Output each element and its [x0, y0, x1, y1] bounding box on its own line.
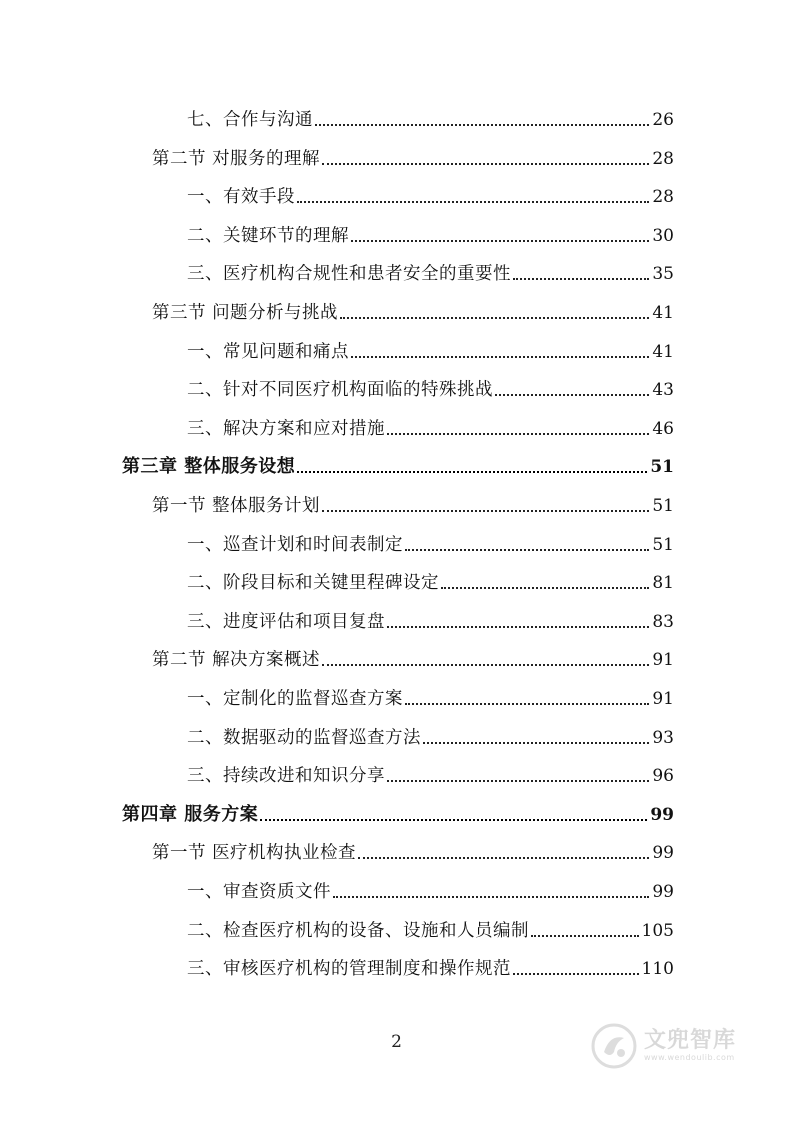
toc-entry-title: 第二节 对服务的理解	[152, 148, 321, 169]
toc-entry-page: 93	[652, 727, 674, 748]
toc-dot-leader	[387, 780, 649, 782]
toc-entry-page: 110	[641, 959, 674, 980]
toc-entry-page: 83	[652, 611, 674, 632]
toc-entry-item[interactable]	[187, 564, 674, 594]
toc-entry-section[interactable]	[152, 834, 674, 864]
toc-entry-page: 41	[652, 303, 674, 323]
toc-dot-leader	[387, 433, 649, 435]
toc-entry-item[interactable]	[187, 526, 674, 556]
toc-entry-title: 第一节 医疗机构执业检查	[152, 843, 357, 864]
toc-entry-title: 二、数据驱动的监督巡查方法	[187, 727, 421, 748]
toc-entry-item[interactable]	[187, 333, 674, 363]
watermark-text	[644, 1029, 736, 1063]
toc-entry-item[interactable]	[187, 410, 674, 440]
toc-entry-page: 26	[652, 110, 674, 130]
toc-entry-page: 51	[652, 496, 674, 516]
watermark-url: www.wendoulib.com	[644, 1053, 735, 1062]
toc-entry-page: 28	[652, 148, 674, 169]
toc-entry-page: 81	[652, 573, 674, 594]
toc-entry-title: 一、定制化的监督巡查方案	[187, 689, 403, 709]
toc-dot-leader	[513, 973, 639, 975]
toc-entry-title: 三、持续改进和知识分享	[187, 766, 385, 787]
toc-entry-title: 二、针对不同医疗机构面临的特殊挑战	[187, 380, 493, 401]
toc-dot-leader	[423, 742, 649, 744]
toc-dot-leader	[387, 626, 649, 628]
toc-entry-chapter[interactable]	[122, 796, 674, 826]
toc-entry-title: 一、巡查计划和时间表制定	[187, 534, 403, 555]
toc-entry-item[interactable]	[187, 101, 674, 131]
toc-entry-item[interactable]	[187, 680, 674, 710]
toc-entry-title: 一、有效手段	[187, 187, 295, 208]
toc-entry-page: 30	[652, 225, 674, 246]
toc-entry-page: 96	[652, 766, 674, 787]
toc-entry-title: 第二节 解决方案概述	[152, 650, 321, 671]
toc-entry-item[interactable]	[187, 912, 674, 942]
toc-entry-title: 二、检查医疗机构的设备、设施和人员编制	[187, 920, 529, 941]
toc-entry-title: 三、解决方案和应对措施	[187, 418, 385, 439]
toc-entry-title: 三、医疗机构合规性和患者安全的重要性	[187, 264, 511, 285]
toc-entry-item[interactable]	[187, 603, 674, 633]
toc-entry-page: 91	[652, 650, 674, 671]
toc-dot-leader	[322, 510, 649, 512]
toc-dot-leader	[513, 278, 649, 280]
toc-entry-item[interactable]	[187, 757, 674, 787]
toc-dot-leader	[405, 549, 649, 551]
toc-entry-section[interactable]	[152, 140, 674, 170]
toc-dot-leader	[297, 471, 647, 473]
toc-entry-title: 第四章 服务方案	[122, 803, 259, 825]
watermark-logo-icon	[590, 1022, 638, 1070]
toc-entry-page: 91	[652, 689, 674, 709]
toc-entry-title: 二、阶段目标和关键里程碑设定	[187, 573, 439, 594]
toc-dot-leader	[405, 703, 649, 705]
toc-entry-item[interactable]	[187, 178, 674, 208]
toc-dot-leader	[322, 664, 649, 666]
toc-dot-leader	[322, 163, 649, 165]
toc-entry-item[interactable]	[187, 371, 674, 401]
toc-entry-section[interactable]	[152, 641, 674, 671]
toc-entry-title: 三、审核医疗机构的管理制度和操作规范	[187, 959, 511, 980]
toc-entry-page: 105	[641, 920, 674, 941]
toc-dot-leader	[358, 857, 649, 859]
toc-entry-title: 三、进度评估和项目复盘	[187, 611, 385, 632]
toc-entry-item[interactable]	[187, 719, 674, 749]
page-number: 2	[391, 1032, 402, 1052]
toc-entry-page: 51	[650, 457, 674, 478]
toc-entry-title: 一、审查资质文件	[187, 882, 331, 902]
toc-entry-title: 第三节 问题分析与挑战	[152, 303, 339, 323]
toc-entry-title: 第一节 整体服务计划	[152, 496, 321, 516]
toc-dot-leader	[340, 317, 649, 319]
toc-entry-page: 28	[652, 187, 674, 208]
toc-entry-page: 99	[650, 804, 674, 825]
toc-dot-leader	[297, 201, 649, 203]
toc-dot-leader	[315, 124, 649, 126]
toc-entry-page: 46	[652, 418, 674, 439]
toc-dot-leader	[333, 896, 649, 898]
toc-entry-item[interactable]	[187, 950, 674, 980]
toc-entry-item[interactable]	[187, 217, 674, 247]
toc-entry-page: 51	[652, 534, 674, 555]
toc-entry-page: 43	[652, 380, 674, 401]
toc-dot-leader	[260, 819, 647, 821]
toc-entry-item[interactable]	[187, 873, 674, 903]
watermark-name: 文兜智库	[644, 1028, 737, 1053]
toc-dot-leader	[531, 935, 639, 937]
watermark	[590, 1018, 760, 1074]
toc-entry-title: 一、常见问题和痛点	[187, 341, 349, 362]
toc-dot-leader	[351, 356, 649, 358]
toc-dot-leader	[495, 394, 649, 396]
toc-entry-page: 41	[652, 341, 674, 362]
toc-entry-page: 35	[652, 264, 674, 285]
toc-dot-leader	[351, 240, 649, 242]
toc-dot-leader	[441, 587, 649, 589]
toc-entry-item[interactable]	[187, 255, 674, 285]
toc-entry-chapter[interactable]	[122, 448, 674, 478]
toc-entry-title: 二、关键环节的理解	[187, 225, 349, 246]
toc-entry-title: 第三章 整体服务设想	[122, 456, 296, 478]
toc-entry-page: 99	[652, 843, 674, 864]
toc-entry-title: 七、合作与沟通	[187, 110, 313, 130]
toc-entry-section[interactable]	[152, 294, 674, 324]
toc-entry-page: 99	[652, 882, 674, 902]
toc-entry-section[interactable]	[152, 487, 674, 517]
